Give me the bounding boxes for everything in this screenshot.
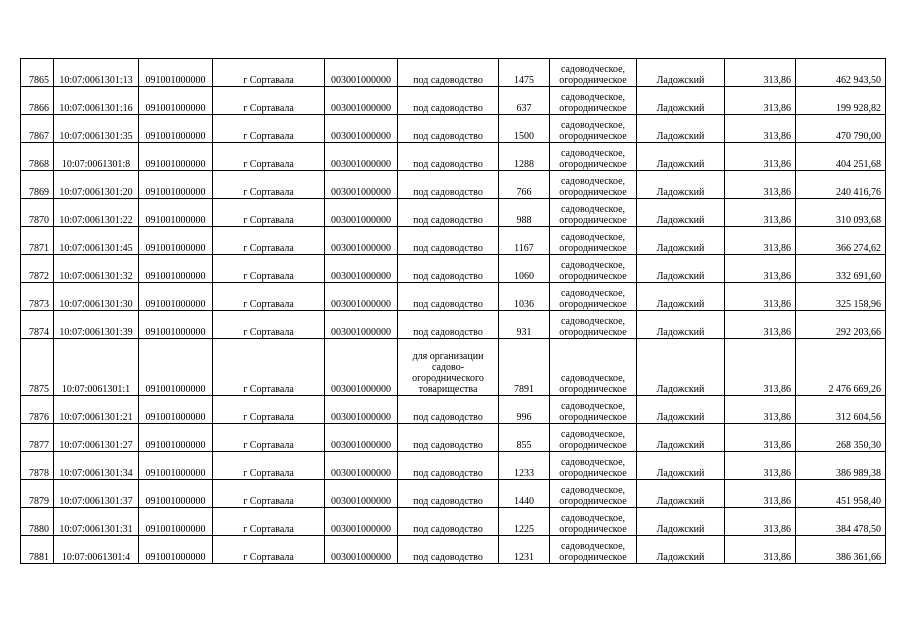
locality-cell: г Сортавала — [213, 255, 325, 283]
table-row — [21, 115, 886, 143]
table-row — [21, 171, 886, 199]
cadastral-number-cell: 10:07:0061301:8 — [54, 143, 139, 171]
valuation-zone-cell: Ладожский — [637, 115, 725, 143]
okato-code-cell: 091001000000 — [139, 311, 213, 339]
specific-value-cell: 313,86 — [725, 424, 796, 452]
row-number-cell: 7869 — [21, 171, 54, 199]
permitted-use-cell: под садоводство — [398, 311, 499, 339]
locality-cell: г Сортавала — [213, 283, 325, 311]
area-cell: 988 — [499, 199, 550, 227]
cadastral-number-cell: 10:07:0061301:21 — [54, 396, 139, 424]
area-cell: 7891 — [499, 339, 550, 396]
area-cell: 1231 — [499, 536, 550, 564]
oktmo-code-cell: 003001000000 — [325, 283, 398, 311]
cadastral-value-cell: 386 361,66 — [796, 536, 886, 564]
valuation-zone-cell: Ладожский — [637, 227, 725, 255]
oktmo-code-cell: 003001000000 — [325, 115, 398, 143]
specific-value-cell: 313,86 — [725, 536, 796, 564]
okato-code-cell: 091001000000 — [139, 227, 213, 255]
row-number-cell: 7868 — [21, 143, 54, 171]
cadastral-value-cell: 240 416,76 — [796, 171, 886, 199]
specific-value-cell: 313,86 — [725, 255, 796, 283]
valuation-zone-cell: Ладожский — [637, 339, 725, 396]
row-number-cell: 7877 — [21, 424, 54, 452]
okato-code-cell: 091001000000 — [139, 452, 213, 480]
valuation-zone-cell: Ладожский — [637, 396, 725, 424]
land-use-group-cell: садоводческое, огородническое — [550, 255, 637, 283]
specific-value-cell: 313,86 — [725, 59, 796, 87]
locality-cell: г Сортавала — [213, 143, 325, 171]
table-row — [21, 283, 886, 311]
oktmo-code-cell: 003001000000 — [325, 59, 398, 87]
valuation-zone-cell: Ладожский — [637, 199, 725, 227]
area-cell: 1060 — [499, 255, 550, 283]
cadastral-table — [20, 58, 886, 564]
valuation-zone-cell: Ладожский — [637, 536, 725, 564]
valuation-zone-cell: Ладожский — [637, 87, 725, 115]
specific-value-cell: 313,86 — [725, 452, 796, 480]
oktmo-code-cell: 003001000000 — [325, 311, 398, 339]
area-cell: 1500 — [499, 115, 550, 143]
okato-code-cell: 091001000000 — [139, 115, 213, 143]
area-cell: 1036 — [499, 283, 550, 311]
table-row — [21, 59, 886, 87]
table-row — [21, 87, 886, 115]
permitted-use-cell: под садоводство — [398, 227, 499, 255]
valuation-zone-cell: Ладожский — [637, 255, 725, 283]
table-body — [21, 59, 886, 564]
specific-value-cell: 313,86 — [725, 115, 796, 143]
valuation-zone-cell: Ладожский — [637, 452, 725, 480]
cadastral-number-cell: 10:07:0061301:13 — [54, 59, 139, 87]
permitted-use-cell: под садоводство — [398, 255, 499, 283]
okato-code-cell: 091001000000 — [139, 480, 213, 508]
cadastral-value-cell: 384 478,50 — [796, 508, 886, 536]
oktmo-code-cell: 003001000000 — [325, 171, 398, 199]
table-row — [21, 536, 886, 564]
land-use-group-cell: садоводческое, огородническое — [550, 536, 637, 564]
row-number-cell: 7875 — [21, 339, 54, 396]
oktmo-code-cell: 003001000000 — [325, 480, 398, 508]
specific-value-cell: 313,86 — [725, 311, 796, 339]
land-use-group-cell: садоводческое, огородническое — [550, 199, 637, 227]
specific-value-cell: 313,86 — [725, 227, 796, 255]
row-number-cell: 7871 — [21, 227, 54, 255]
land-use-group-cell: садоводческое, огородническое — [550, 115, 637, 143]
locality-cell: г Сортавала — [213, 396, 325, 424]
okato-code-cell: 091001000000 — [139, 59, 213, 87]
area-cell: 1288 — [499, 143, 550, 171]
valuation-zone-cell: Ладожский — [637, 143, 725, 171]
locality-cell: г Сортавала — [213, 480, 325, 508]
permitted-use-cell: под садоводство — [398, 480, 499, 508]
land-use-group-cell: садоводческое, огородническое — [550, 143, 637, 171]
table-row — [21, 452, 886, 480]
cadastral-number-cell: 10:07:0061301:22 — [54, 199, 139, 227]
oktmo-code-cell: 003001000000 — [325, 227, 398, 255]
cadastral-number-cell: 10:07:0061301:31 — [54, 508, 139, 536]
specific-value-cell: 313,86 — [725, 480, 796, 508]
table-row — [21, 508, 886, 536]
specific-value-cell: 313,86 — [725, 396, 796, 424]
okato-code-cell: 091001000000 — [139, 396, 213, 424]
row-number-cell: 7873 — [21, 283, 54, 311]
oktmo-code-cell: 003001000000 — [325, 87, 398, 115]
permitted-use-cell: под садоводство — [398, 171, 499, 199]
cadastral-value-cell: 470 790,00 — [796, 115, 886, 143]
row-number-cell: 7866 — [21, 87, 54, 115]
oktmo-code-cell: 003001000000 — [325, 452, 398, 480]
cadastral-value-cell: 332 691,60 — [796, 255, 886, 283]
permitted-use-cell: под садоводство — [398, 59, 499, 87]
cadastral-value-cell: 292 203,66 — [796, 311, 886, 339]
permitted-use-cell: под садоводство — [398, 283, 499, 311]
cadastral-number-cell: 10:07:0061301:16 — [54, 87, 139, 115]
permitted-use-cell: под садоводство — [398, 396, 499, 424]
valuation-zone-cell: Ладожский — [637, 480, 725, 508]
permitted-use-cell: под садоводство — [398, 87, 499, 115]
oktmo-code-cell: 003001000000 — [325, 396, 398, 424]
land-use-group-cell: садоводческое, огородническое — [550, 59, 637, 87]
cadastral-number-cell: 10:07:0061301:39 — [54, 311, 139, 339]
valuation-zone-cell: Ладожский — [637, 424, 725, 452]
locality-cell: г Сортавала — [213, 452, 325, 480]
cadastral-value-cell: 462 943,50 — [796, 59, 886, 87]
cadastral-number-cell: 10:07:0061301:34 — [54, 452, 139, 480]
cadastral-number-cell: 10:07:0061301:30 — [54, 283, 139, 311]
row-number-cell: 7878 — [21, 452, 54, 480]
locality-cell: г Сортавала — [213, 508, 325, 536]
valuation-zone-cell: Ладожский — [637, 59, 725, 87]
okato-code-cell: 091001000000 — [139, 536, 213, 564]
permitted-use-cell: под садоводство — [398, 536, 499, 564]
land-use-group-cell: садоводческое, огородническое — [550, 227, 637, 255]
specific-value-cell: 313,86 — [725, 199, 796, 227]
table-row — [21, 255, 886, 283]
cadastral-value-cell: 312 604,56 — [796, 396, 886, 424]
cadastral-value-cell: 310 093,68 — [796, 199, 886, 227]
locality-cell: г Сортавала — [213, 115, 325, 143]
table-row — [21, 227, 886, 255]
table-row — [21, 199, 886, 227]
row-number-cell: 7870 — [21, 199, 54, 227]
oktmo-code-cell: 003001000000 — [325, 339, 398, 396]
area-cell: 637 — [499, 87, 550, 115]
permitted-use-cell: под садоводство — [398, 424, 499, 452]
row-number-cell: 7879 — [21, 480, 54, 508]
locality-cell: г Сортавала — [213, 536, 325, 564]
valuation-zone-cell: Ладожский — [637, 508, 725, 536]
locality-cell: г Сортавала — [213, 227, 325, 255]
valuation-zone-cell: Ладожский — [637, 311, 725, 339]
permitted-use-cell: под садоводство — [398, 115, 499, 143]
land-use-group-cell: садоводческое, огородническое — [550, 452, 637, 480]
permitted-use-cell: для организации садово-огороднического товарищества — [398, 339, 499, 396]
locality-cell: г Сортавала — [213, 424, 325, 452]
cadastral-value-cell: 325 158,96 — [796, 283, 886, 311]
row-number-cell: 7865 — [21, 59, 54, 87]
cadastral-number-cell: 10:07:0061301:35 — [54, 115, 139, 143]
row-number-cell: 7874 — [21, 311, 54, 339]
cadastral-number-cell: 10:07:0061301:37 — [54, 480, 139, 508]
specific-value-cell: 313,86 — [725, 339, 796, 396]
permitted-use-cell: под садоводство — [398, 508, 499, 536]
cadastral-number-cell: 10:07:0061301:32 — [54, 255, 139, 283]
land-use-group-cell: садоводческое, огородническое — [550, 480, 637, 508]
cadastral-number-cell: 10:07:0061301:1 — [54, 339, 139, 396]
locality-cell: г Сортавала — [213, 339, 325, 396]
okato-code-cell: 091001000000 — [139, 508, 213, 536]
land-use-group-cell: садоводческое, огородническое — [550, 87, 637, 115]
specific-value-cell: 313,86 — [725, 283, 796, 311]
row-number-cell: 7872 — [21, 255, 54, 283]
cadastral-value-cell: 366 274,62 — [796, 227, 886, 255]
cadastral-value-cell: 2 476 669,26 — [796, 339, 886, 396]
table-row — [21, 396, 886, 424]
locality-cell: г Сортавала — [213, 59, 325, 87]
row-number-cell: 7880 — [21, 508, 54, 536]
okato-code-cell: 091001000000 — [139, 255, 213, 283]
oktmo-code-cell: 003001000000 — [325, 508, 398, 536]
okato-code-cell: 091001000000 — [139, 199, 213, 227]
area-cell: 1167 — [499, 227, 550, 255]
okato-code-cell: 091001000000 — [139, 339, 213, 396]
locality-cell: г Сортавала — [213, 171, 325, 199]
locality-cell: г Сортавала — [213, 199, 325, 227]
oktmo-code-cell: 003001000000 — [325, 255, 398, 283]
land-use-group-cell: садоводческое, огородническое — [550, 311, 637, 339]
row-number-cell: 7876 — [21, 396, 54, 424]
area-cell: 931 — [499, 311, 550, 339]
permitted-use-cell: под садоводство — [398, 143, 499, 171]
land-use-group-cell: садоводческое, огородническое — [550, 171, 637, 199]
oktmo-code-cell: 003001000000 — [325, 424, 398, 452]
cadastral-number-cell: 10:07:0061301:4 — [54, 536, 139, 564]
table-row — [21, 424, 886, 452]
cadastral-value-cell: 386 989,38 — [796, 452, 886, 480]
locality-cell: г Сортавала — [213, 87, 325, 115]
okato-code-cell: 091001000000 — [139, 143, 213, 171]
okato-code-cell: 091001000000 — [139, 283, 213, 311]
specific-value-cell: 313,86 — [725, 87, 796, 115]
land-use-group-cell: садоводческое, огородническое — [550, 283, 637, 311]
area-cell: 766 — [499, 171, 550, 199]
cadastral-number-cell: 10:07:0061301:27 — [54, 424, 139, 452]
table-row — [21, 311, 886, 339]
valuation-zone-cell: Ладожский — [637, 283, 725, 311]
land-use-group-cell: садоводческое, огородническое — [550, 396, 637, 424]
land-use-group-cell: садоводческое, огородническое — [550, 339, 637, 396]
document-sheet — [20, 58, 886, 564]
area-cell: 1475 — [499, 59, 550, 87]
land-use-group-cell: садоводческое, огородническое — [550, 424, 637, 452]
specific-value-cell: 313,86 — [725, 171, 796, 199]
cadastral-value-cell: 199 928,82 — [796, 87, 886, 115]
row-number-cell: 7867 — [21, 115, 54, 143]
cadastral-number-cell: 10:07:0061301:45 — [54, 227, 139, 255]
cadastral-value-cell: 451 958,40 — [796, 480, 886, 508]
land-use-group-cell: садоводческое, огородническое — [550, 508, 637, 536]
okato-code-cell: 091001000000 — [139, 424, 213, 452]
permitted-use-cell: под садоводство — [398, 199, 499, 227]
table-row — [21, 339, 886, 396]
oktmo-code-cell: 003001000000 — [325, 199, 398, 227]
area-cell: 855 — [499, 424, 550, 452]
row-number-cell: 7881 — [21, 536, 54, 564]
area-cell: 1440 — [499, 480, 550, 508]
okato-code-cell: 091001000000 — [139, 171, 213, 199]
area-cell: 996 — [499, 396, 550, 424]
cadastral-value-cell: 404 251,68 — [796, 143, 886, 171]
valuation-zone-cell: Ладожский — [637, 171, 725, 199]
specific-value-cell: 313,86 — [725, 143, 796, 171]
oktmo-code-cell: 003001000000 — [325, 143, 398, 171]
table-row — [21, 143, 886, 171]
okato-code-cell: 091001000000 — [139, 87, 213, 115]
table-row — [21, 480, 886, 508]
cadastral-value-cell: 268 350,30 — [796, 424, 886, 452]
cadastral-number-cell: 10:07:0061301:20 — [54, 171, 139, 199]
oktmo-code-cell: 003001000000 — [325, 536, 398, 564]
area-cell: 1233 — [499, 452, 550, 480]
permitted-use-cell: под садоводство — [398, 452, 499, 480]
locality-cell: г Сортавала — [213, 311, 325, 339]
area-cell: 1225 — [499, 508, 550, 536]
specific-value-cell: 313,86 — [725, 508, 796, 536]
